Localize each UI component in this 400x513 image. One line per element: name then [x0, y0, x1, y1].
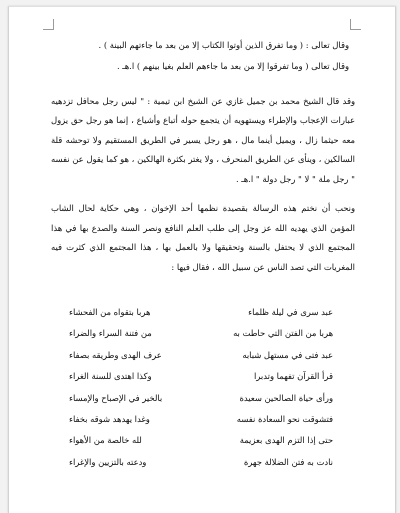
- page-corner-mark-right: [350, 19, 361, 30]
- poem-line: [69, 435, 333, 456]
- poem-line: [69, 457, 333, 478]
- quran-verse-2: وقال تعالى ( وما تفرقوا إلا من بعد ما جاءهم العلم بغيا بينهم ) ا.هـ .: [116, 61, 349, 72]
- poem-second-hemistich: هربا بتقواه من الفحشاء: [69, 307, 151, 317]
- poem-line: [69, 350, 333, 371]
- poem-line: [69, 307, 333, 328]
- poem-second-hemistich: وغدا يهدهد شوقه بخفاء: [69, 413, 150, 424]
- document-page: [8, 6, 396, 513]
- poem-first-hemistich: قرأ القرآن تفهما وتدبرا: [253, 371, 333, 382]
- poem-line: [69, 371, 333, 392]
- page-corner-mark-left: [43, 19, 54, 30]
- poem-second-hemistich: من فتنة السراء والضراء: [69, 328, 152, 339]
- poem-second-hemistich: وكذا اهتدى للسنة الغراء: [69, 371, 152, 382]
- poem-first-hemistich: عبد فتى في مستهل شبابه: [242, 349, 333, 360]
- poem-second-hemistich: عرف الهدى وطريقه بصفاء: [69, 349, 162, 360]
- paragraph-poem-intro: ونحب أن نختم هذه الرسالة بقصيدة نظمها أحد الإخوان ، وهي حكاية لحال الشاب المؤمن الذي يهديه الله عز وجل إلى طلب العلم النافع ونصر السنة والصدع بها في هذا المجتمع الذي لا يحتفل بالسنة وتحقيقها ولا بالعمل بها ، هذا المجتمع الذي كثرت فيه المغريات التي تصد الناس عن سبيل الله ، فقال فيها :: [51, 203, 355, 272]
- paragraph-ibn-taymiyyah-quote: وقد قال الشيخ محمد بن جميل غازي عن الشيخ ابن تيمية : " ليس رجل محافل تزدهيه عبارات الإعجاب والإطراء ويستهويه أن يتجمع حوله أتباع وأشياع ، إنما هو رجل حق يزول معه حيثما زال ، ويميل أينما مال ، هو رجل يسير في الطريق المستقيم ولا توحشه قلة السالكين ، وينأى عن الطريق المنحرف ، ولا يغتر بكثرة الهالكين ، هو كما يقول عن نفسه " رجل ملة " لا " رجل دولة " ا.هـ .: [51, 95, 355, 184]
- poem-second-hemistich: بالخير في الإصباح والإمساء: [69, 392, 163, 403]
- poem-first-hemistich: ورأى حياة الصالحين سعيدة: [239, 392, 333, 403]
- poem-line: [69, 393, 333, 414]
- poem-first-hemistich: حتى إذا التزم الهدى بعزيمة: [239, 435, 333, 446]
- poem-first-hemistich: نادت به فتن الضلالة جهرة: [243, 456, 333, 467]
- poem-line: [69, 328, 333, 349]
- poem-first-hemistich: عبد سرى في ليلة ظلماء: [248, 307, 333, 317]
- poem-first-hemistich: فتشوقت نحو السعادة نفسه: [236, 413, 333, 424]
- poem: [69, 307, 333, 478]
- poem-first-hemistich: هربا من الفتن التي حاطت به: [233, 328, 333, 339]
- poem-second-hemistich: لله خالصة من الأهواء: [69, 435, 142, 446]
- quran-verse-1: وقال تعالى : ( وما تفرق الذين أوتوا الكتاب إلا من بعد ما جاءتهم البينة ) .: [98, 40, 349, 50]
- poem-second-hemistich: ودعته بالتزيين والإغراء: [69, 456, 147, 467]
- document-body: [51, 41, 355, 277]
- poem-line: [69, 414, 333, 435]
